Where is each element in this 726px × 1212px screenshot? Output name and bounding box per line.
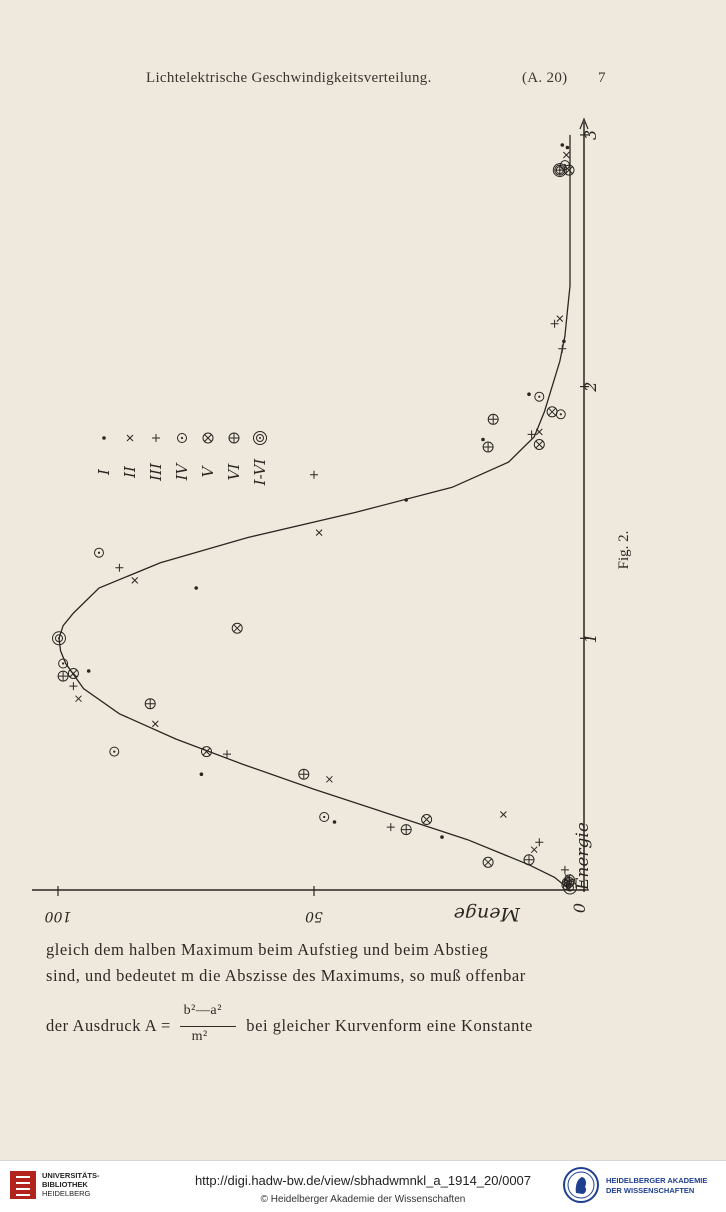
- figure-caption: Fig. 2.: [616, 530, 632, 570]
- data-points: [53, 143, 577, 894]
- data-point-circle-dot: [556, 410, 565, 419]
- data-point-cross: [326, 776, 332, 782]
- formula-numerator: b²—a²: [183, 1003, 222, 1018]
- legend-label: I: [95, 469, 113, 475]
- running-head-reference: (A. 20): [522, 70, 568, 86]
- data-point-cross: [316, 530, 322, 536]
- energy-tick-label: 0: [570, 902, 589, 914]
- legend-label: I-VI: [251, 458, 269, 486]
- data-point-circle-plus: [145, 699, 155, 709]
- footer-bar: [0, 1160, 726, 1212]
- formula-tail: bei gleicher Kurvenform eine Konstante: [246, 1015, 533, 1035]
- running-head: [146, 70, 616, 92]
- academy-name-line-2: DER WISSENSCHAFTEN: [606, 1186, 695, 1195]
- data-point-circle-x: [547, 407, 557, 417]
- legend-label: II: [121, 466, 139, 478]
- data-point-circle-dot: [110, 747, 119, 756]
- legend-marker-plus: [152, 434, 160, 442]
- data-point-dot: [566, 146, 570, 150]
- legend-marker-circle-dot: [178, 434, 187, 443]
- data-point-circle-dot: [320, 813, 329, 822]
- data-point-plus: [69, 682, 77, 690]
- data-point-cross: [531, 847, 537, 853]
- data-point-dot: [561, 143, 565, 147]
- quantity-tick-label: 100: [44, 908, 72, 924]
- library-name-line-3: HEIDELBERG: [42, 1189, 91, 1198]
- data-point-circle-dot: [95, 548, 104, 557]
- data-point-circle-plus: [524, 855, 534, 865]
- data-point-dot: [87, 669, 91, 673]
- quantity-tick-label: 50: [305, 908, 323, 924]
- running-head-title: Lichtelektrische Geschwindigkeitsverteilung.: [146, 70, 432, 86]
- data-point-dot: [194, 586, 198, 590]
- copyright-notice: © Heidelberger Akademie der Wissenschaften: [260, 1194, 466, 1205]
- legend-label: IV: [173, 463, 191, 481]
- legend-label: III: [147, 463, 165, 481]
- data-point-plus: [387, 823, 395, 831]
- data-point-dot: [404, 498, 408, 502]
- data-point-circle-x: [232, 623, 242, 633]
- chart-ticks: [45, 130, 600, 924]
- data-point-circle-plus: [483, 442, 493, 452]
- data-point-cross: [563, 152, 569, 158]
- data-point-dot: [562, 340, 566, 344]
- library-name-line-2: BIBLIOTHEK: [42, 1180, 88, 1189]
- energy-distribution-figure: [0, 100, 726, 930]
- y-axis-label: Menge: [453, 903, 520, 925]
- academy-name-line-1: HEIDELBERGER AKADEMIE: [606, 1176, 708, 1185]
- energy-tick-label: 3: [581, 129, 600, 140]
- data-point-circle-plus: [58, 671, 68, 681]
- data-point-dot: [333, 820, 337, 824]
- data-point-circle-x: [68, 669, 78, 679]
- academy-name: [606, 1176, 707, 1196]
- data-point-dot: [527, 392, 531, 396]
- energy-tick-label: 2: [581, 381, 600, 392]
- data-point-plus: [558, 345, 566, 353]
- data-point-plus: [310, 471, 318, 479]
- legend-marker-cross: [127, 435, 133, 441]
- legend-label: V: [199, 466, 217, 478]
- body-text-line-3: [46, 1005, 608, 1049]
- legend-label: VI: [225, 463, 243, 481]
- data-point-circle-x: [422, 815, 432, 825]
- data-point-dot: [481, 438, 485, 442]
- page-number: 7: [598, 70, 606, 86]
- permalink-url[interactable]: http://digi.hadw-bw.de/view/sbhadwmnkl_a_1914_20/0007: [194, 1173, 532, 1188]
- data-point-cross: [557, 316, 563, 322]
- data-point-cross: [500, 812, 506, 818]
- data-point-plus: [561, 866, 569, 874]
- formula-fraction: [180, 1005, 238, 1049]
- data-point-circle-plus: [401, 825, 411, 835]
- legend-marker-circle-plus: [229, 433, 239, 443]
- data-point-circle-x: [534, 440, 544, 450]
- chart-legend: [95, 432, 269, 487]
- body-text-line-1: gleich dem halben Maximum beim Aufstieg und beim Abstieg: [46, 940, 489, 959]
- library-name-line-1: UNIVERSITÄTS-: [42, 1171, 100, 1180]
- x-axis-label: Energie: [573, 822, 593, 890]
- data-point-cross: [152, 721, 158, 727]
- data-point-circle-plus: [299, 769, 309, 779]
- data-point-plus: [535, 838, 543, 846]
- body-text-line-2: sind, und bedeutet m die Abszisse des Maximums, so muß offenbar: [46, 966, 526, 985]
- legend-marker-double-circle: [254, 432, 267, 445]
- data-point-circle-dot: [535, 392, 544, 401]
- legend-marker-dot: [102, 436, 106, 440]
- data-point-circle-plus: [488, 414, 498, 424]
- data-point-cross: [76, 696, 82, 702]
- legend-marker-circle-x: [203, 433, 213, 443]
- fraction-bar: [180, 1026, 236, 1027]
- data-point-circle-x: [483, 857, 493, 867]
- data-point-cross: [536, 429, 542, 435]
- chart-axes: [32, 119, 588, 892]
- data-point-cross: [132, 577, 138, 583]
- energy-tick-label: 1: [581, 633, 600, 644]
- data-point-plus: [115, 564, 123, 572]
- academy-seal-icon: [562, 1166, 600, 1204]
- data-point-dot: [440, 835, 444, 839]
- formula-intro: der Ausdruck A =: [46, 1015, 171, 1035]
- data-point-dot: [200, 772, 204, 776]
- distribution-curve: [59, 135, 570, 890]
- formula-denominator: m²: [191, 1029, 208, 1044]
